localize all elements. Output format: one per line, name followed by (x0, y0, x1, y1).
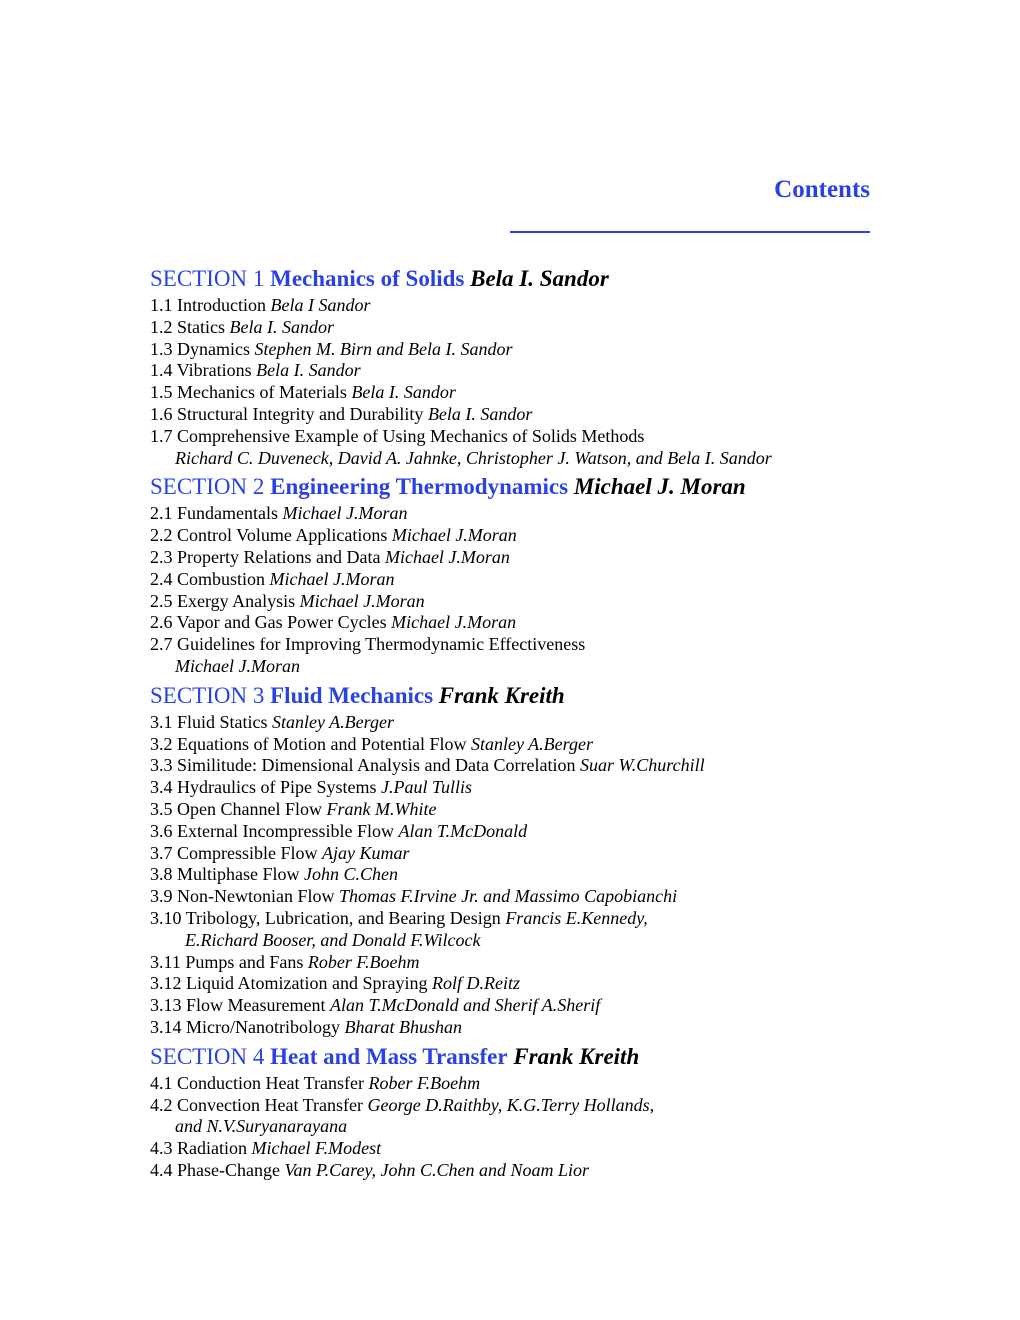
section-entries (150, 503, 880, 677)
entry-author: Michael J.Moran (391, 525, 517, 546)
toc-entry[interactable] (150, 952, 880, 974)
entry-title: 3.7 Compressible Flow (150, 842, 318, 863)
toc-entry[interactable] (150, 339, 880, 361)
toc-entry[interactable] (150, 612, 880, 634)
section-entries (150, 712, 880, 1039)
toc-entry[interactable] (150, 360, 880, 382)
section-title: Heat and Mass Transfer (270, 1043, 508, 1069)
toc-entry[interactable] (150, 712, 880, 734)
entry-author: Michael J.Moran (384, 546, 510, 567)
entry-title: 3.13 Flow Measurement (150, 995, 326, 1016)
toc-entry[interactable] (150, 734, 880, 756)
entry-title: 3.10 Tribology, Lubrication, and Bearing Design (150, 907, 501, 928)
entry-author: Rolf D.Reitz (431, 973, 520, 994)
entry-author: Bela I. Sandor (351, 382, 456, 403)
entry-author: E.Richard Booser, and Donald F.Wilcock (185, 929, 481, 950)
toc-entry[interactable] (150, 503, 880, 525)
toc-entry[interactable] (150, 634, 880, 656)
toc-entry[interactable] (150, 908, 880, 930)
section-label: SECTION (150, 474, 248, 500)
entry-author: Alan T.McDonald (398, 820, 528, 841)
entry-title: 3.9 Non-Newtonian Flow (150, 886, 335, 907)
entry-title: 3.4 Hydraulics of Pipe Systems (150, 777, 377, 798)
toc-entry[interactable] (150, 973, 880, 995)
entry-title: 3.12 Liquid Atomization and Spraying (150, 973, 428, 994)
toc-entry[interactable] (150, 525, 880, 547)
title-underline (510, 231, 870, 233)
entry-title: 3.3 Similitude: Dimensional Analysis and Data Correlation (150, 755, 576, 776)
entry-author: Bela I. Sandor (229, 316, 334, 337)
section-label: SECTION (150, 1043, 248, 1069)
entry-author: Frank M.White (326, 798, 437, 819)
toc-entry[interactable] (150, 821, 880, 843)
toc-entry[interactable] (150, 295, 880, 317)
toc-entry[interactable] (150, 1095, 880, 1117)
entry-title: 2.1 Fundamentals (150, 503, 278, 524)
section-title: Fluid Mechanics (270, 682, 434, 708)
toc-entry[interactable] (150, 799, 880, 821)
entry-author: Alan T.McDonald and Sherif A.Sherif (329, 995, 601, 1016)
table-of-contents (150, 262, 880, 1183)
toc-entry[interactable] (150, 547, 880, 569)
entry-title: 1.4 Vibrations (150, 360, 252, 381)
section-label: SECTION (150, 682, 248, 708)
entry-author: Michael J.Moran (175, 655, 300, 676)
entry-title: 1.5 Mechanics of Materials (150, 382, 347, 403)
section-editor: Bela I. Sandor (470, 266, 609, 291)
toc-entry[interactable] (150, 843, 880, 865)
entry-title: 3.8 Multiphase Flow (150, 864, 300, 885)
entry-title: 2.3 Property Relations and Data (150, 546, 381, 567)
entry-author: and N.V.Suryanarayana (175, 1116, 348, 1137)
section-heading[interactable] (150, 679, 880, 712)
section-heading[interactable] (150, 470, 880, 503)
entry-title: 4.1 Conduction Heat Transfer (150, 1072, 364, 1093)
section-title: Mechanics of Solids (270, 266, 465, 291)
entry-author: Thomas F.Irvine Jr. and Massimo Capobianchi (338, 886, 678, 907)
entry-author: Stephen M. Birn and Bela I. Sandor (254, 338, 513, 359)
section-number: 3 (252, 682, 265, 708)
toc-entry-continuation (150, 448, 880, 470)
entry-title: 1.7 Comprehensive Example of Using Mechanics of Solids Methods (150, 425, 645, 446)
section-number: 1 (252, 266, 265, 291)
toc-entry[interactable] (150, 1138, 880, 1160)
entry-author: Richard C. Duveneck, David A. Jahnke, Christopher J. Watson, and Bela I. Sandor (175, 447, 772, 468)
entry-title: 2.6 Vapor and Gas Power Cycles (150, 612, 387, 633)
toc-entry[interactable] (150, 317, 880, 339)
section-title: Engineering Thermodynamics (270, 474, 569, 500)
toc-entry-continuation (150, 930, 880, 952)
section-editor: Frank Kreith (438, 682, 565, 708)
entry-author: Bela I. Sandor (256, 360, 361, 381)
toc-entry[interactable] (150, 886, 880, 908)
entry-title: 4.2 Convection Heat Transfer (150, 1094, 363, 1115)
entry-title: 3.1 Fluid Statics (150, 711, 268, 732)
toc-entry[interactable] (150, 864, 880, 886)
entry-title: 3.2 Equations of Motion and Potential Flow (150, 733, 467, 754)
entry-author: John C.Chen (304, 864, 399, 885)
entry-title: 3.6 External Incompressible Flow (150, 820, 394, 841)
entry-author: Michael F.Modest (251, 1138, 382, 1159)
section-editor: Frank Kreith (513, 1043, 640, 1069)
toc-entry[interactable] (150, 1073, 880, 1095)
toc-entry[interactable] (150, 777, 880, 799)
entry-author: Bela I. Sandor (427, 403, 533, 424)
entry-author: Francis E.Kennedy, (505, 907, 648, 928)
entry-author: J.Paul Tullis (381, 777, 473, 798)
entry-author: Bharat Bhushan (344, 1016, 462, 1037)
toc-entry-continuation (150, 1116, 880, 1138)
entry-title: 4.3 Radiation (150, 1138, 247, 1159)
entry-author: Michael J.Moran (269, 568, 395, 589)
section-heading[interactable] (150, 262, 880, 295)
entry-title: 1.6 Structural Integrity and Durability (150, 403, 424, 424)
toc-entry[interactable] (150, 591, 880, 613)
toc-entry-continuation (150, 656, 880, 678)
entry-title: 2.4 Combustion (150, 568, 266, 589)
entry-title: 2.7 Guidelines for Improving Thermodynamic Effectiveness (150, 634, 586, 655)
entry-author: Stanley A.Berger (272, 711, 394, 732)
toc-entry[interactable] (150, 569, 880, 591)
entry-author: Stanley A.Berger (471, 733, 593, 754)
entry-author: Rober F.Boehm (368, 1072, 481, 1093)
entry-title: 1.1 Introduction (150, 295, 266, 315)
entry-title: 4.4 Phase-Change (150, 1159, 280, 1180)
entry-title: 3.5 Open Channel Flow (150, 798, 322, 819)
page-title: Contents (774, 176, 870, 203)
entry-author: Van P.Carey, John C.Chen and Noam Lior (284, 1159, 589, 1180)
section-number: 2 (252, 474, 265, 500)
section-label: SECTION (150, 266, 248, 291)
section-entries (150, 295, 880, 469)
section-heading[interactable] (150, 1040, 880, 1073)
entry-title: 1.2 Statics (150, 316, 225, 337)
entry-title: 2.5 Exergy Analysis (150, 590, 296, 611)
section-editor: Michael J. Moran (573, 474, 746, 500)
entry-title: 3.14 Micro/Nanotribology (150, 1016, 340, 1037)
section-number: 4 (252, 1043, 265, 1069)
entry-author: Michael J.Moran (299, 590, 425, 611)
entry-title: 2.2 Control Volume Applications (150, 525, 388, 546)
toc-entry[interactable] (150, 1017, 880, 1039)
toc-entry[interactable] (150, 755, 880, 777)
entry-title: 1.3 Dynamics (150, 338, 250, 359)
entry-author: Bela I Sandor (270, 295, 371, 315)
toc-entry[interactable] (150, 995, 880, 1017)
toc-entry[interactable] (150, 382, 880, 404)
entry-author: Michael J.Moran (391, 612, 517, 633)
entry-author: Suar W.Churchill (579, 755, 705, 776)
entry-author: Ajay Kumar (322, 842, 410, 863)
entry-author: Rober F.Boehm (307, 951, 420, 972)
entry-author: Michael J.Moran (282, 503, 408, 524)
section-entries (150, 1073, 880, 1182)
entry-author: George D.Raithby, K.G.Terry Hollands, (367, 1094, 655, 1115)
toc-entry[interactable] (150, 404, 880, 426)
entry-title: 3.11 Pumps and Fans (150, 951, 304, 972)
toc-entry[interactable] (150, 426, 880, 448)
toc-entry[interactable] (150, 1160, 880, 1182)
